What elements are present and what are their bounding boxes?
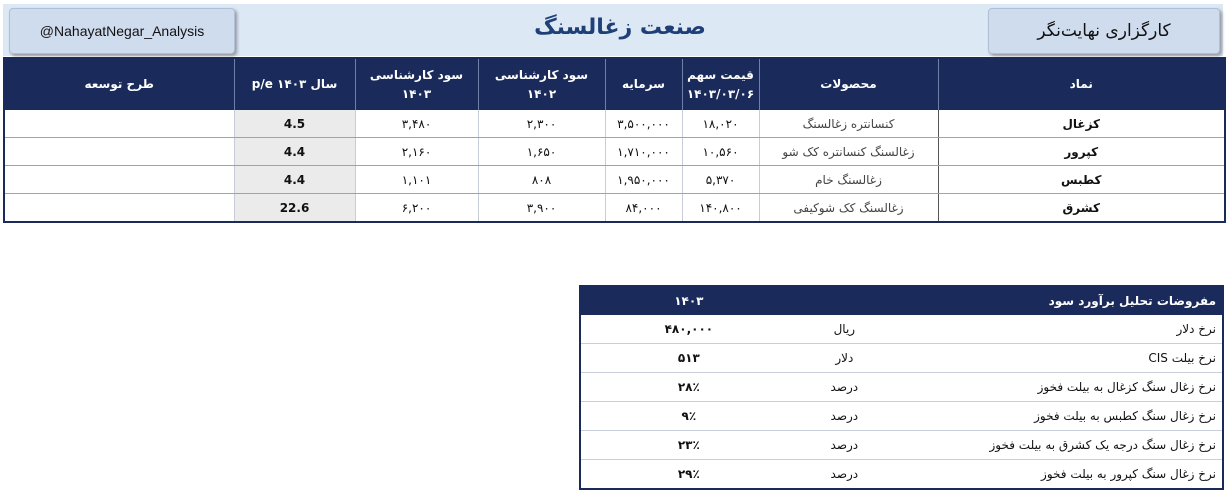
assumption-label: نرخ دلار	[892, 315, 1223, 344]
col-header-price: قیمت سهم ۱۴۰۳/۰۳/۰۶	[682, 58, 759, 110]
cell-pe: 4.5	[234, 110, 355, 138]
table-row	[4, 166, 1225, 194]
channel-handle: @NahayatNegar_Analysis	[39, 23, 205, 39]
assumptions-header-row	[580, 286, 1223, 315]
cell-capital: ۱,۷۱۰,۰۰۰	[605, 138, 682, 166]
cell-symbol: کشرق	[938, 194, 1225, 223]
table-row	[4, 194, 1225, 223]
cell-symbol: کپرور	[938, 138, 1225, 166]
assumption-unit: درصد	[797, 460, 892, 490]
assumption-unit: دلار	[797, 344, 892, 373]
cell-profit-1402: ۸۰۸	[478, 166, 605, 194]
cell-pe: 22.6	[234, 194, 355, 223]
industry-table	[3, 57, 1226, 223]
assumptions-title: مفروضات تحلیل برآورد سود	[892, 286, 1223, 315]
assumption-label: نرخ زغال سنگ درجه یک کشرق به بیلت فخوز	[892, 431, 1223, 460]
brokerage-name: کارگزاری نهایت‌نگر	[1037, 21, 1171, 41]
assumptions-year: ۱۴۰۳	[580, 286, 797, 315]
cell-profit-1402: ۲,۳۰۰	[478, 110, 605, 138]
assumptions-table	[579, 285, 1224, 490]
cell-product: زغالسنگ کنسانتره کک شو	[759, 138, 938, 166]
brokerage-tag	[988, 8, 1220, 54]
cell-capital: ۱,۹۵۰,۰۰۰	[605, 166, 682, 194]
assumption-unit: ریال	[797, 315, 892, 344]
cell-pe: 4.4	[234, 166, 355, 194]
cell-pe: 4.4	[234, 138, 355, 166]
assumption-unit: درصد	[797, 431, 892, 460]
assumption-unit: درصد	[797, 402, 892, 431]
assumption-unit: درصد	[797, 373, 892, 402]
cell-profit-1403: ۲,۱۶۰	[355, 138, 478, 166]
assumption-row	[580, 344, 1223, 373]
assumption-label: نرخ زغال سنگ کزغال به بیلت فخوز	[892, 373, 1223, 402]
cell-price: ۵,۳۷۰	[682, 166, 759, 194]
col-header-profit-1403: سود کارشناسی ۱۴۰۳	[355, 58, 478, 110]
col-header-plan: طرح توسعه	[4, 58, 234, 110]
cell-symbol: کزغال	[938, 110, 1225, 138]
cell-price: ۱۴۰,۸۰۰	[682, 194, 759, 223]
cell-capital: ۳,۵۰۰,۰۰۰	[605, 110, 682, 138]
channel-handle-tag	[9, 8, 235, 54]
assumption-label: نرخ زغال سنگ کپرور به بیلت فخوز	[892, 460, 1223, 490]
assumption-label: نرخ بیلت CIS	[892, 344, 1223, 373]
cell-plan	[4, 194, 234, 223]
cell-capital: ۸۴,۰۰۰	[605, 194, 682, 223]
assumption-row	[580, 431, 1223, 460]
col-header-profit-1402: سود کارشناسی ۱۴۰۲	[478, 58, 605, 110]
table-row	[4, 138, 1225, 166]
cell-product: زغالسنگ کک شوکیفی	[759, 194, 938, 223]
assumption-value: ۲۹٪	[580, 460, 797, 490]
table-header-row	[4, 58, 1225, 110]
cell-profit-1402: ۱,۶۵۰	[478, 138, 605, 166]
assumption-row	[580, 373, 1223, 402]
assumption-row	[580, 315, 1223, 344]
col-header-capital: سرمایه	[605, 58, 682, 110]
assumption-value: ۲۳٪	[580, 431, 797, 460]
assumption-row	[580, 460, 1223, 490]
assumption-label: نرخ زغال سنگ کطبس به بیلت فخوز	[892, 402, 1223, 431]
cell-plan	[4, 110, 234, 138]
page-title: صنعت زغالسنگ	[534, 15, 706, 40]
cell-symbol: کطبس	[938, 166, 1225, 194]
assumption-row	[580, 402, 1223, 431]
cell-price: ۱۸,۰۲۰	[682, 110, 759, 138]
assumption-value: ۵۱۳	[580, 344, 797, 373]
cell-profit-1403: ۶,۲۰۰	[355, 194, 478, 223]
cell-product: زغالسنگ خام	[759, 166, 938, 194]
cell-plan	[4, 166, 234, 194]
assumption-value: ۴۸۰,۰۰۰	[580, 315, 797, 344]
cell-profit-1402: ۳,۹۰۰	[478, 194, 605, 223]
assumptions-unit-header	[797, 286, 892, 315]
cell-product: کنسانتره زغالسنگ	[759, 110, 938, 138]
col-header-pe: سال ۱۴۰۳ p/e	[234, 58, 355, 110]
cell-profit-1403: ۳,۴۸۰	[355, 110, 478, 138]
cell-plan	[4, 138, 234, 166]
col-header-symbol: نماد	[938, 58, 1225, 110]
assumption-value: ۹٪	[580, 402, 797, 431]
cell-profit-1403: ۱,۱۰۱	[355, 166, 478, 194]
cell-price: ۱۰,۵۶۰	[682, 138, 759, 166]
table-row	[4, 110, 1225, 138]
col-header-products: محصولات	[759, 58, 938, 110]
assumption-value: ۲۸٪	[580, 373, 797, 402]
